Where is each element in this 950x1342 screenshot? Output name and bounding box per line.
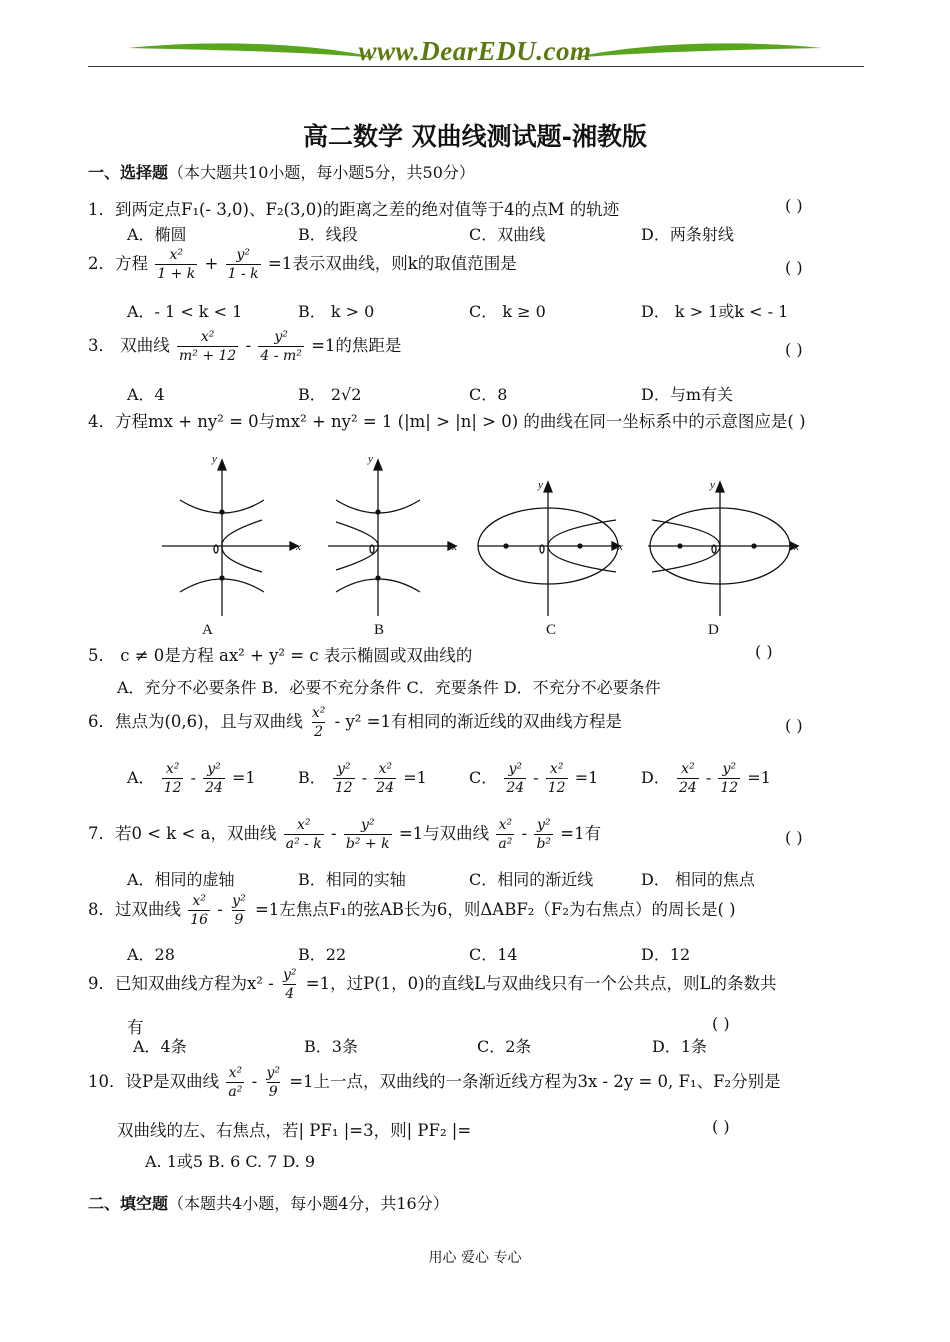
q6-suffix: - y² =1有相同的渐近线的双曲线方程是 (334, 712, 622, 731)
frac-den: 4 - m² (260, 348, 302, 364)
figure-a-graph (162, 460, 298, 616)
option-fraction (203, 760, 225, 797)
frac-num: y² (536, 817, 551, 833)
q6-option-c (469, 760, 598, 797)
q4-figures (150, 448, 810, 623)
q8-fraction-1 (188, 892, 210, 929)
q6-prefix: 6．焦点为(0,6)，且与双曲线 (88, 712, 303, 731)
q2-option-a: A．- 1 < k < 1 (127, 302, 243, 321)
frac-num: x² (169, 247, 184, 263)
equals-one: =1 (574, 768, 599, 787)
q3-fraction-1 (177, 328, 238, 365)
frac-num: y² (274, 329, 288, 345)
option-fraction (718, 760, 740, 797)
minus-sign: - (705, 768, 712, 787)
frac-den: m² + 12 (179, 348, 237, 364)
section-heading (88, 160, 475, 183)
equals-one: =1 (403, 768, 427, 787)
q10-fraction-1 (226, 1064, 244, 1101)
frac-den: 24 (376, 780, 395, 796)
axis-x-label: x (618, 541, 623, 553)
frac-den: 24 (678, 780, 697, 796)
figure-d-graph (648, 482, 798, 616)
q2-option-d: D． k > 1或k < - 1 (641, 302, 789, 321)
q8-fraction-2 (230, 892, 248, 929)
frac-num: y² (266, 1065, 280, 1081)
frac-den: 12 (163, 780, 182, 796)
frac-den: a² (228, 1084, 243, 1100)
minus-sign: - (190, 768, 196, 787)
frac-den: 24 (205, 780, 223, 796)
frac-den: 9 (268, 1084, 278, 1100)
q6-fraction (310, 704, 328, 741)
figure-label-c: C (546, 622, 557, 638)
q2-prefix: 2．方程 (88, 254, 148, 273)
question-10-line2: 双曲线的左、右焦点，若| PF₁ |=3，则| PF₂ |= (117, 1121, 472, 1140)
frac-num: x² (498, 817, 513, 833)
frac-num: y² (722, 761, 737, 777)
section-heading (88, 1191, 449, 1214)
frac-num: y² (360, 817, 375, 833)
question-2-stem (88, 246, 517, 283)
q9-prefix: 9．已知双曲线方程为x² - (88, 974, 274, 993)
page-title: 高二数学 双曲线测试题-湘教版 (302, 122, 648, 151)
q9-option-a: A．4条 (133, 1037, 187, 1056)
q2-plus: + (204, 254, 219, 273)
q10-options: A. 1或5 B. 6 C. 7 D. 9 (145, 1152, 316, 1171)
q2-option-b: B． k > 0 (298, 302, 375, 321)
section-note: （本大题共10小题，每小题5分，共50分） (168, 163, 475, 182)
question-4-stem: 4．方程mx + ny² = 0与mx² + ny² = 1 (|m| > |n| > 0) 的曲线在同一坐标系中的示意图应是( ) (88, 412, 806, 431)
section-heading-text: 一、选择题 (88, 163, 169, 182)
frac-den: 9 (234, 912, 244, 928)
q1-option-a: A．椭圆 (127, 225, 187, 244)
answer-paren: ( ) (755, 642, 773, 661)
question-9-continuation: 有 (127, 1018, 144, 1037)
frac-den: b² (536, 836, 552, 852)
figure-label-d: D (708, 622, 719, 638)
q1-option-d: D．两条射线 (641, 225, 734, 244)
header-site-name: www.DearEDU.com (358, 36, 592, 66)
frac-den: 4 (285, 986, 295, 1002)
frac-num: x² (165, 761, 180, 777)
frac-num: x² (297, 817, 311, 833)
q9-suffix: =1，过P(1，0)的直线L与双曲线只有一个公共点，则L的条数共 (305, 974, 777, 993)
axis-y-label: y (538, 479, 543, 491)
minus-sign: - (217, 900, 223, 919)
q1-option-c: C．双曲线 (469, 225, 546, 244)
q10-fraction-2 (264, 1064, 282, 1101)
q7-fraction-4 (534, 816, 553, 853)
minus-sign: - (251, 1072, 258, 1091)
frac-num: x² (228, 1065, 243, 1081)
frac-num: x² (192, 893, 206, 909)
question-10-stem (88, 1064, 781, 1101)
option-fraction (504, 760, 526, 797)
q5-options: A．充分不必要条件 B．必要不充分条件 C．充要条件 D．不充分不必要条件 (117, 678, 661, 697)
axis-x-label: x (296, 541, 301, 553)
option-fraction (333, 760, 355, 797)
axis-y-label: y (212, 453, 217, 465)
question-3-stem (88, 328, 401, 365)
q1-option-b: B．线段 (298, 225, 358, 244)
q7-suffix: =1有 (560, 824, 602, 843)
axis-y-label: y (710, 479, 715, 491)
option-fraction (374, 760, 396, 797)
axis-x-label: x (452, 541, 457, 553)
frac-num: y² (207, 761, 221, 777)
answer-paren: ( ) (785, 828, 803, 847)
minus-sign: - (361, 768, 368, 787)
equals-one: =1 (232, 768, 256, 787)
answer-paren: ( ) (785, 340, 803, 359)
frac-num: x² (378, 761, 392, 777)
q8-suffix: =1左焦点F₁的弦AB长为6，则ΔABF₂（F₂为右焦点）的周长是( ) (254, 900, 736, 919)
q7-option-c: C．相同的渐近线 (469, 870, 594, 889)
option-fraction (677, 760, 699, 797)
figure-label-b: B (374, 622, 385, 638)
option-label: D． (641, 768, 670, 787)
q6-option-b (298, 760, 427, 797)
q7-mid: =1与双曲线 (398, 824, 490, 843)
axis-y-label: y (368, 453, 373, 465)
frac-den: 12 (334, 780, 353, 796)
q8-option-d: D．12 (641, 945, 691, 964)
minus-sign: - (331, 824, 337, 843)
page-footer: 用心 爱心 专心 (428, 1250, 522, 1266)
figure-label-a: A (202, 622, 213, 638)
frac-den: a² (498, 836, 513, 852)
q7-fraction-2 (344, 816, 392, 853)
q7-option-d: D． 相同的焦点 (641, 870, 755, 889)
question-8-stem (88, 892, 736, 929)
frac-num: y² (283, 967, 297, 983)
figure-c-graph (478, 482, 620, 616)
question-5-stem: 5． c ≠ 0是方程 ax² + y² = c 表示椭圆或双曲线的 (88, 646, 473, 665)
q10-suffix: =1上一点，双曲线的一条渐近线方程为3x - 2y = 0, F₁、F₂分别是 (289, 1072, 781, 1091)
section-note: （本题共4小题，每小题4分，共16分） (168, 1194, 449, 1213)
q2-option-c: C． k ≥ 0 (469, 302, 546, 321)
option-label: B． (298, 768, 326, 787)
axis-x-label: x (794, 541, 799, 553)
q9-option-d: D．1条 (652, 1037, 708, 1056)
frac-num: x² (311, 705, 326, 721)
figure-b-graph (328, 460, 456, 616)
equals-one: =1 (747, 768, 771, 787)
q8-prefix: 8．过双曲线 (88, 900, 181, 919)
answer-paren: ( ) (712, 1117, 730, 1136)
q7-option-b: B．相同的实轴 (298, 870, 406, 889)
answer-paren: ( ) (785, 196, 803, 215)
option-fraction (162, 760, 184, 797)
q9-option-b: B．3条 (304, 1037, 358, 1056)
frac-num: y² (232, 893, 246, 909)
question-9-stem (88, 966, 777, 1003)
q10-prefix: 10．设P是双曲线 (88, 1072, 220, 1091)
frac-num: y² (508, 761, 523, 777)
minus-sign: - (533, 768, 539, 787)
frac-den: 24 (506, 780, 525, 796)
q3-prefix: 3． 双曲线 (88, 336, 170, 355)
q7-prefix: 7．若0 < k < a，双曲线 (88, 824, 277, 843)
frac-num: x² (681, 761, 695, 777)
frac-num: y² (236, 247, 250, 263)
frac-den: a² - k (285, 836, 322, 852)
q9-option-c: C．2条 (477, 1037, 532, 1056)
q3-option-b: B． 2√2 (298, 385, 362, 404)
q6-option-d (641, 760, 771, 797)
q6-option-a (127, 760, 256, 797)
q2-fraction-1 (155, 246, 197, 283)
q8-option-b: B．22 (298, 945, 347, 964)
question-7-stem (88, 816, 601, 853)
answer-paren: ( ) (785, 258, 803, 277)
q9-fraction (281, 966, 299, 1003)
frac-den: 2 (314, 724, 324, 740)
q8-option-a: A．28 (127, 945, 175, 964)
minus-sign: - (521, 824, 528, 843)
q3-option-d: D．与m有关 (641, 385, 734, 404)
frac-den: 1 + k (157, 266, 196, 282)
answer-paren: ( ) (785, 716, 803, 735)
answer-paren: ( ) (712, 1014, 730, 1033)
question-1-stem: 1．到两定点F₁(- 3,0)、F₂(3,0)的距离之差的绝对值等于4的点M 的轨迹 (88, 200, 620, 219)
q7-fraction-1 (284, 816, 324, 853)
q3-fraction-2 (258, 328, 303, 365)
frac-num: x² (549, 761, 564, 777)
frac-den: 12 (720, 780, 739, 796)
q3-option-a: A．4 (127, 385, 165, 404)
option-label: C． (469, 768, 498, 787)
option-label: A． (127, 768, 155, 787)
q8-option-c: C．14 (469, 945, 518, 964)
frac-num: x² (200, 329, 215, 345)
frac-num: y² (337, 761, 351, 777)
q7-fraction-3 (496, 816, 514, 853)
q3-minus: - (245, 336, 252, 355)
header-rule (88, 66, 864, 67)
question-6-stem (88, 704, 622, 741)
frac-den: 12 (547, 780, 566, 796)
frac-den: 1 - k (227, 266, 259, 282)
option-fraction (546, 760, 568, 797)
q2-fraction-2 (226, 246, 261, 283)
q3-suffix: =1的焦距是 (311, 336, 402, 355)
section-heading-text: 二、填空题 (88, 1194, 169, 1213)
frac-den: 16 (190, 912, 209, 928)
q2-suffix: =1表示双曲线，则k的取值范围是 (267, 254, 517, 273)
q7-option-a: A．相同的虚轴 (127, 870, 235, 889)
q3-option-c: C．8 (469, 385, 508, 404)
frac-den: b² + k (345, 836, 390, 852)
